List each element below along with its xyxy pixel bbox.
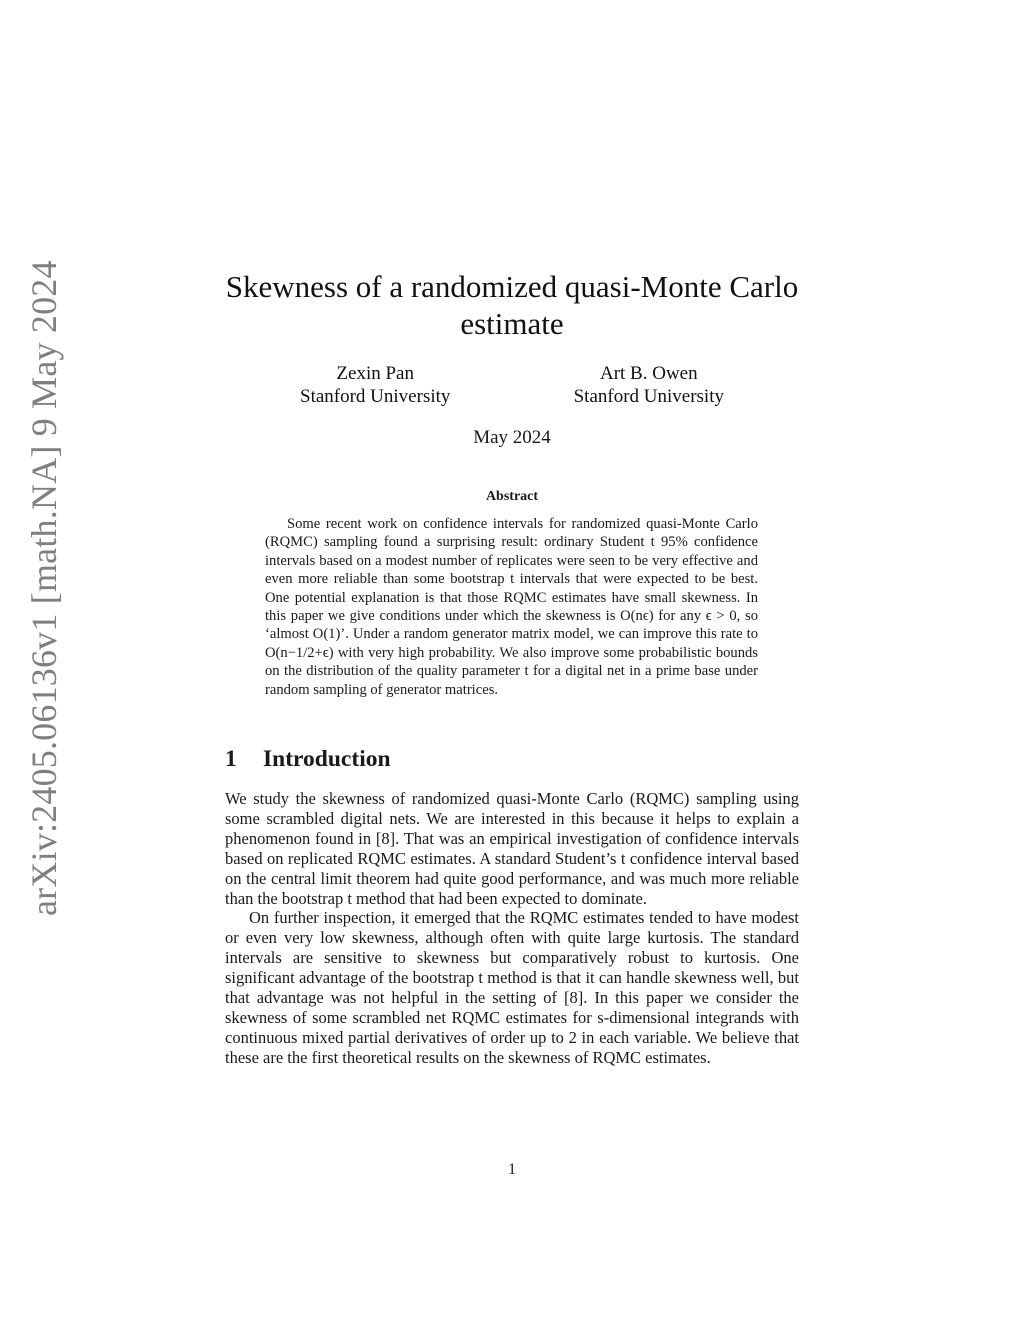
paper-date: May 2024 (473, 427, 551, 448)
author-2 (574, 362, 724, 408)
author-1-name: Zexin Pan (336, 363, 414, 384)
author-2-affiliation: Stanford University (573, 386, 724, 407)
section-title: Introduction (263, 746, 391, 772)
abstract-text: Some recent work on confidence intervals for randomized quasi-Monte Carlo (RQMC) sampling found a surprising result: ordinary Student t 95% confidence intervals based on a modest number of replicates were seen to be very effective and even more reliable than some bootstrap t intervals that were expected to be best. One potential explanation is that those RQMC estimates have small skewness. In this paper we give conditions under which the skewness is O(nϵ) for any ϵ > 0, so ‘almost O(1)’. Under a random generator matrix model, we can improve this rate to O(n−1/2+ϵ) with very high probability. We also improve some probabilistic bounds on the distribution of the quality parameter t for a digital net in a prime base under random sampling of generator matrices. (265, 516, 758, 698)
intro-paragraph-1: We study the skewness of randomized quasi-Monte Carlo (RQMC) sampling using some scrambled digital nets. We are interested in this because it helps to explain a phenomenon found in [8]. That was an empirical investigation of confidence intervals based on replicated RQMC estimates. A standard Student’s t confidence interval based on the central limit theorem had quite good performance, and was much more reliable than the bootstrap t method that had been expected to dominate. (225, 789, 799, 908)
arxiv-identifier-stamp: arXiv:2405.06136v1 [math.NA] 9 May 2024 (24, 260, 64, 916)
author-block (300, 362, 724, 408)
section-number: 1 (225, 746, 237, 772)
introduction-body (225, 789, 799, 1068)
author-2-name: Art B. Owen (599, 363, 698, 384)
section-heading (225, 744, 805, 774)
paper-title: Skewness of a randomized quasi-Monte Carlo estimate (225, 269, 799, 341)
page-number: 1 (508, 1161, 516, 1178)
intro-paragraph-2: On further inspection, it emerged that the RQMC estimates tended to have modest or even very low skewness, although often with quite large kurtosis. The standard intervals are sensitive to skewness but comparatively robust to kurtosis. One significant advantage of the bootstrap t method is that it can handle skewness well, but that advantage was not helpful in the setting of [8]. In this paper we consider the skewness of some scrambled net RQMC estimates for s-dimensional integrands with continuous mixed partial derivatives of order up to 2 in each variable. We believe that these are the first theoretical results on the skewness of RQMC estimates. (225, 908, 799, 1067)
author-1 (300, 362, 450, 408)
abstract-heading: Abstract (485, 489, 539, 504)
author-1-affiliation: Stanford University (300, 386, 451, 407)
